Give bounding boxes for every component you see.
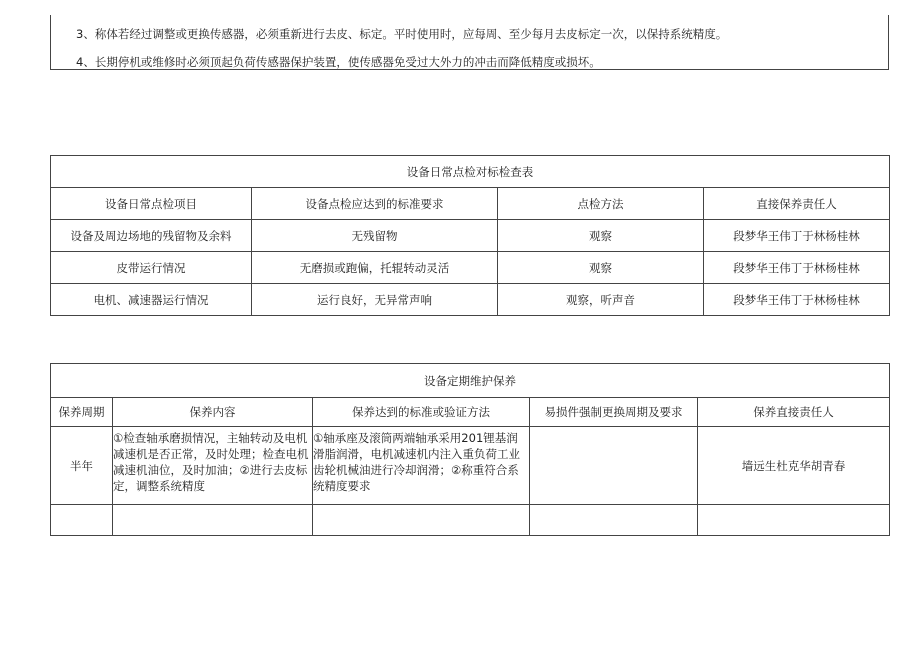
note-item-3: 3、称体若经过调整或更换传感器，必须重新进行去皮、标定。平时使用时，应每周、至少每月去皮标定一次，以保持系统精度。	[76, 27, 728, 41]
notes-box	[50, 15, 889, 70]
daily-header-standard: 设备点检应达到的标准要求	[252, 188, 498, 220]
maintenance-cell-responsible: 墙远生杜克华胡青春	[698, 427, 890, 505]
daily-cell-standard: 无残留物	[252, 220, 498, 252]
periodic-maintenance-table	[50, 363, 890, 536]
maintenance-header-replacement: 易损件强制更换周期及要求	[530, 398, 698, 427]
daily-cell-standard: 无磨损或跑偏，托辊转动灵活	[252, 252, 498, 284]
daily-table-title: 设备日常点检对标检查表	[51, 156, 890, 188]
table-row	[51, 505, 890, 536]
daily-header-method: 点检方法	[498, 188, 704, 220]
maintenance-header-standard: 保养达到的标准或验证方法	[313, 398, 530, 427]
daily-cell-item: 电机、减速器运行情况	[51, 284, 252, 316]
maintenance-header-responsible: 保养直接责任人	[698, 398, 890, 427]
maintenance-table-title: 设备定期维护保养	[51, 364, 890, 398]
table-row	[51, 284, 890, 316]
daily-header-responsible: 直接保养责任人	[704, 188, 890, 220]
maintenance-cell-content: ①检查轴承磨损情况，主轴转动及电机减速机是否正常，及时处理；检查电机减速机油位，及时加油；②进行去皮标定，调整系统精度	[113, 427, 313, 505]
daily-cell-responsible: 段梦华王伟丁于林杨桂林	[704, 220, 890, 252]
maintenance-cell-standard: ①轴承座及滚筒两端轴承采用201锂基润滑脂润滑，电机减速机内注入重负荷工业齿轮机械油进行冷却润滑；②称重符合系统精度要求	[313, 427, 530, 505]
maintenance-header-cycle: 保养周期	[51, 398, 113, 427]
daily-cell-method: 观察	[498, 252, 704, 284]
maintenance-cell-cycle: 半年	[51, 427, 113, 505]
daily-header-item: 设备日常点检项目	[51, 188, 252, 220]
daily-cell-standard: 运行良好，无异常声响	[252, 284, 498, 316]
daily-cell-responsible: 段梦华王伟丁于林杨桂林	[704, 252, 890, 284]
maintenance-cell-replacement	[530, 505, 698, 536]
daily-inspection-table	[50, 155, 890, 316]
maintenance-cell-responsible	[698, 505, 890, 536]
table-row	[51, 427, 890, 505]
maintenance-cell-replacement	[530, 427, 698, 505]
maintenance-cell-cycle	[51, 505, 113, 536]
table-row	[51, 252, 890, 284]
note-item-4: 4、长期停机或维修时必须顶起负荷传感器保护装置，使传感器免受过大外力的冲击而降低精度或损坏。	[76, 55, 601, 69]
daily-cell-item: 皮带运行情况	[51, 252, 252, 284]
table-row	[51, 220, 890, 252]
daily-cell-responsible: 段梦华王伟丁于林杨桂林	[704, 284, 890, 316]
maintenance-cell-content	[113, 505, 313, 536]
maintenance-header-content: 保养内容	[113, 398, 313, 427]
daily-cell-method: 观察，听声音	[498, 284, 704, 316]
daily-cell-method: 观察	[498, 220, 704, 252]
daily-cell-item: 设备及周边场地的残留物及余料	[51, 220, 252, 252]
maintenance-cell-standard	[313, 505, 530, 536]
